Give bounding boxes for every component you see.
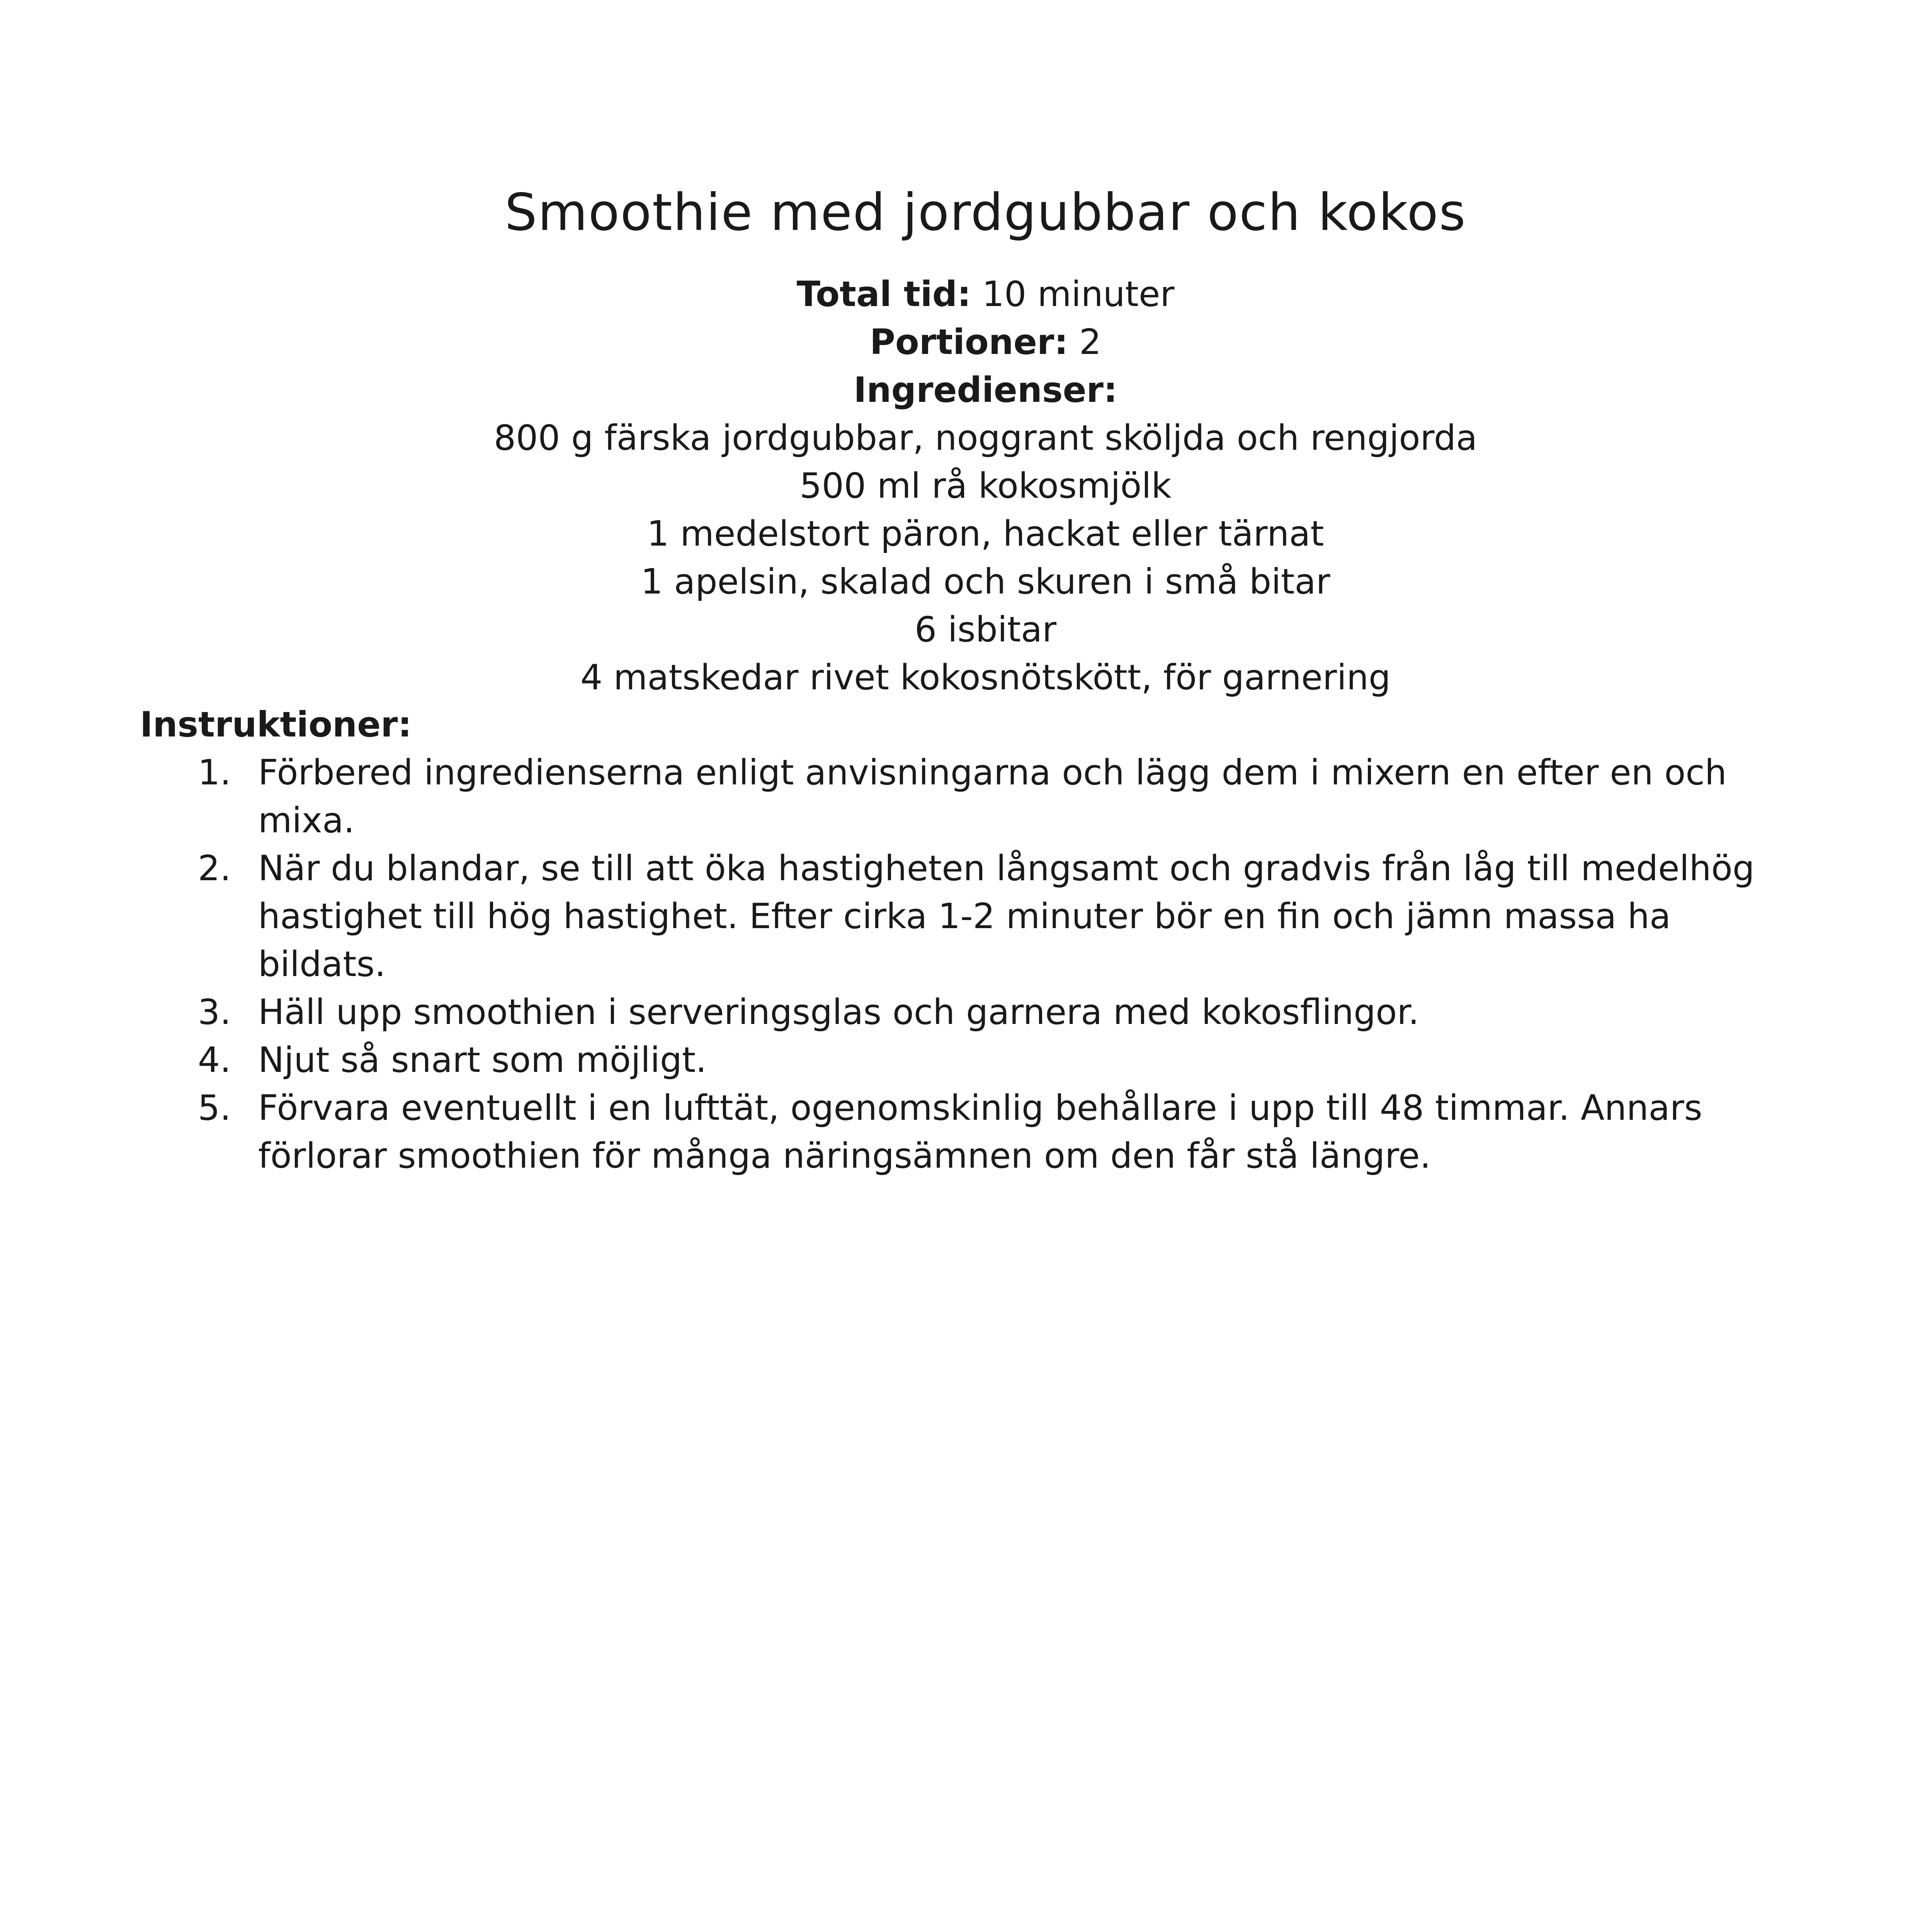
- servings-label: Portioner:: [869, 322, 1068, 362]
- ingredient-item: 6 isbitar: [914, 609, 1057, 650]
- step-text: Häll upp smoothien i serveringsglas och garnera med kokosflingor.: [258, 992, 1419, 1032]
- total-time-line: [0, 270, 1932, 318]
- ingredients-heading: Ingredienser:: [854, 370, 1117, 410]
- total-time-label: Total tid:: [796, 274, 971, 315]
- step-text: Förvara eventuellt i en lufttät, ogenomskinlig behållare i upp till 48 timmar. Annars förlorar smoothien för många näringsämnen om den får stå längre.: [258, 1088, 1702, 1176]
- ingredient-item: 1 apelsin, skalad och skuren i små bitar: [641, 561, 1330, 602]
- step-number: 2.: [198, 848, 231, 889]
- ingredient-item: 800 g färska jordgubbar, noggrant sköljda och rengjorda: [493, 418, 1478, 458]
- servings-value: 2: [1079, 322, 1102, 362]
- instruction-step: [140, 749, 1801, 845]
- ingredient-item: 1 medelstort päron, hackat eller tärnat: [647, 514, 1324, 554]
- instruction-step: [140, 845, 1801, 988]
- total-time-value: 10 minuter: [982, 274, 1175, 315]
- step-text: Njut så snart som möjligt.: [258, 1040, 707, 1080]
- step-number: 3.: [198, 992, 231, 1032]
- recipe-summary: [0, 270, 1932, 702]
- ingredient-item: 500 ml rå kokosmjölk: [799, 466, 1172, 506]
- instructions-heading: Instruktioner:: [140, 704, 412, 745]
- step-number: 1.: [198, 752, 231, 793]
- instructions-list: [140, 749, 1801, 1180]
- ingredient-item: 4 matskedar rivet kokosnötskött, för garnering: [580, 657, 1391, 698]
- step-number: 5.: [198, 1088, 231, 1128]
- step-number: 4.: [198, 1040, 231, 1080]
- step-text: När du blandar, se till att öka hastigheten långsamt och gradvis från låg till medelhög hastighet till hög hastighet. Efter cirka 1-2 minuter bör en fin och jämn massa ha bildats.: [258, 848, 1755, 985]
- instruction-step: [140, 988, 1801, 1036]
- instruction-step: [140, 1036, 1801, 1084]
- step-text: Förbered ingredienserna enligt anvisningarna och lägg dem i mixern en efter en och mixa.: [258, 752, 1727, 841]
- recipe-title: Smoothie med jordgubbar och kokos: [505, 183, 1466, 242]
- instruction-step: [140, 1084, 1801, 1180]
- servings-line: [0, 318, 1932, 366]
